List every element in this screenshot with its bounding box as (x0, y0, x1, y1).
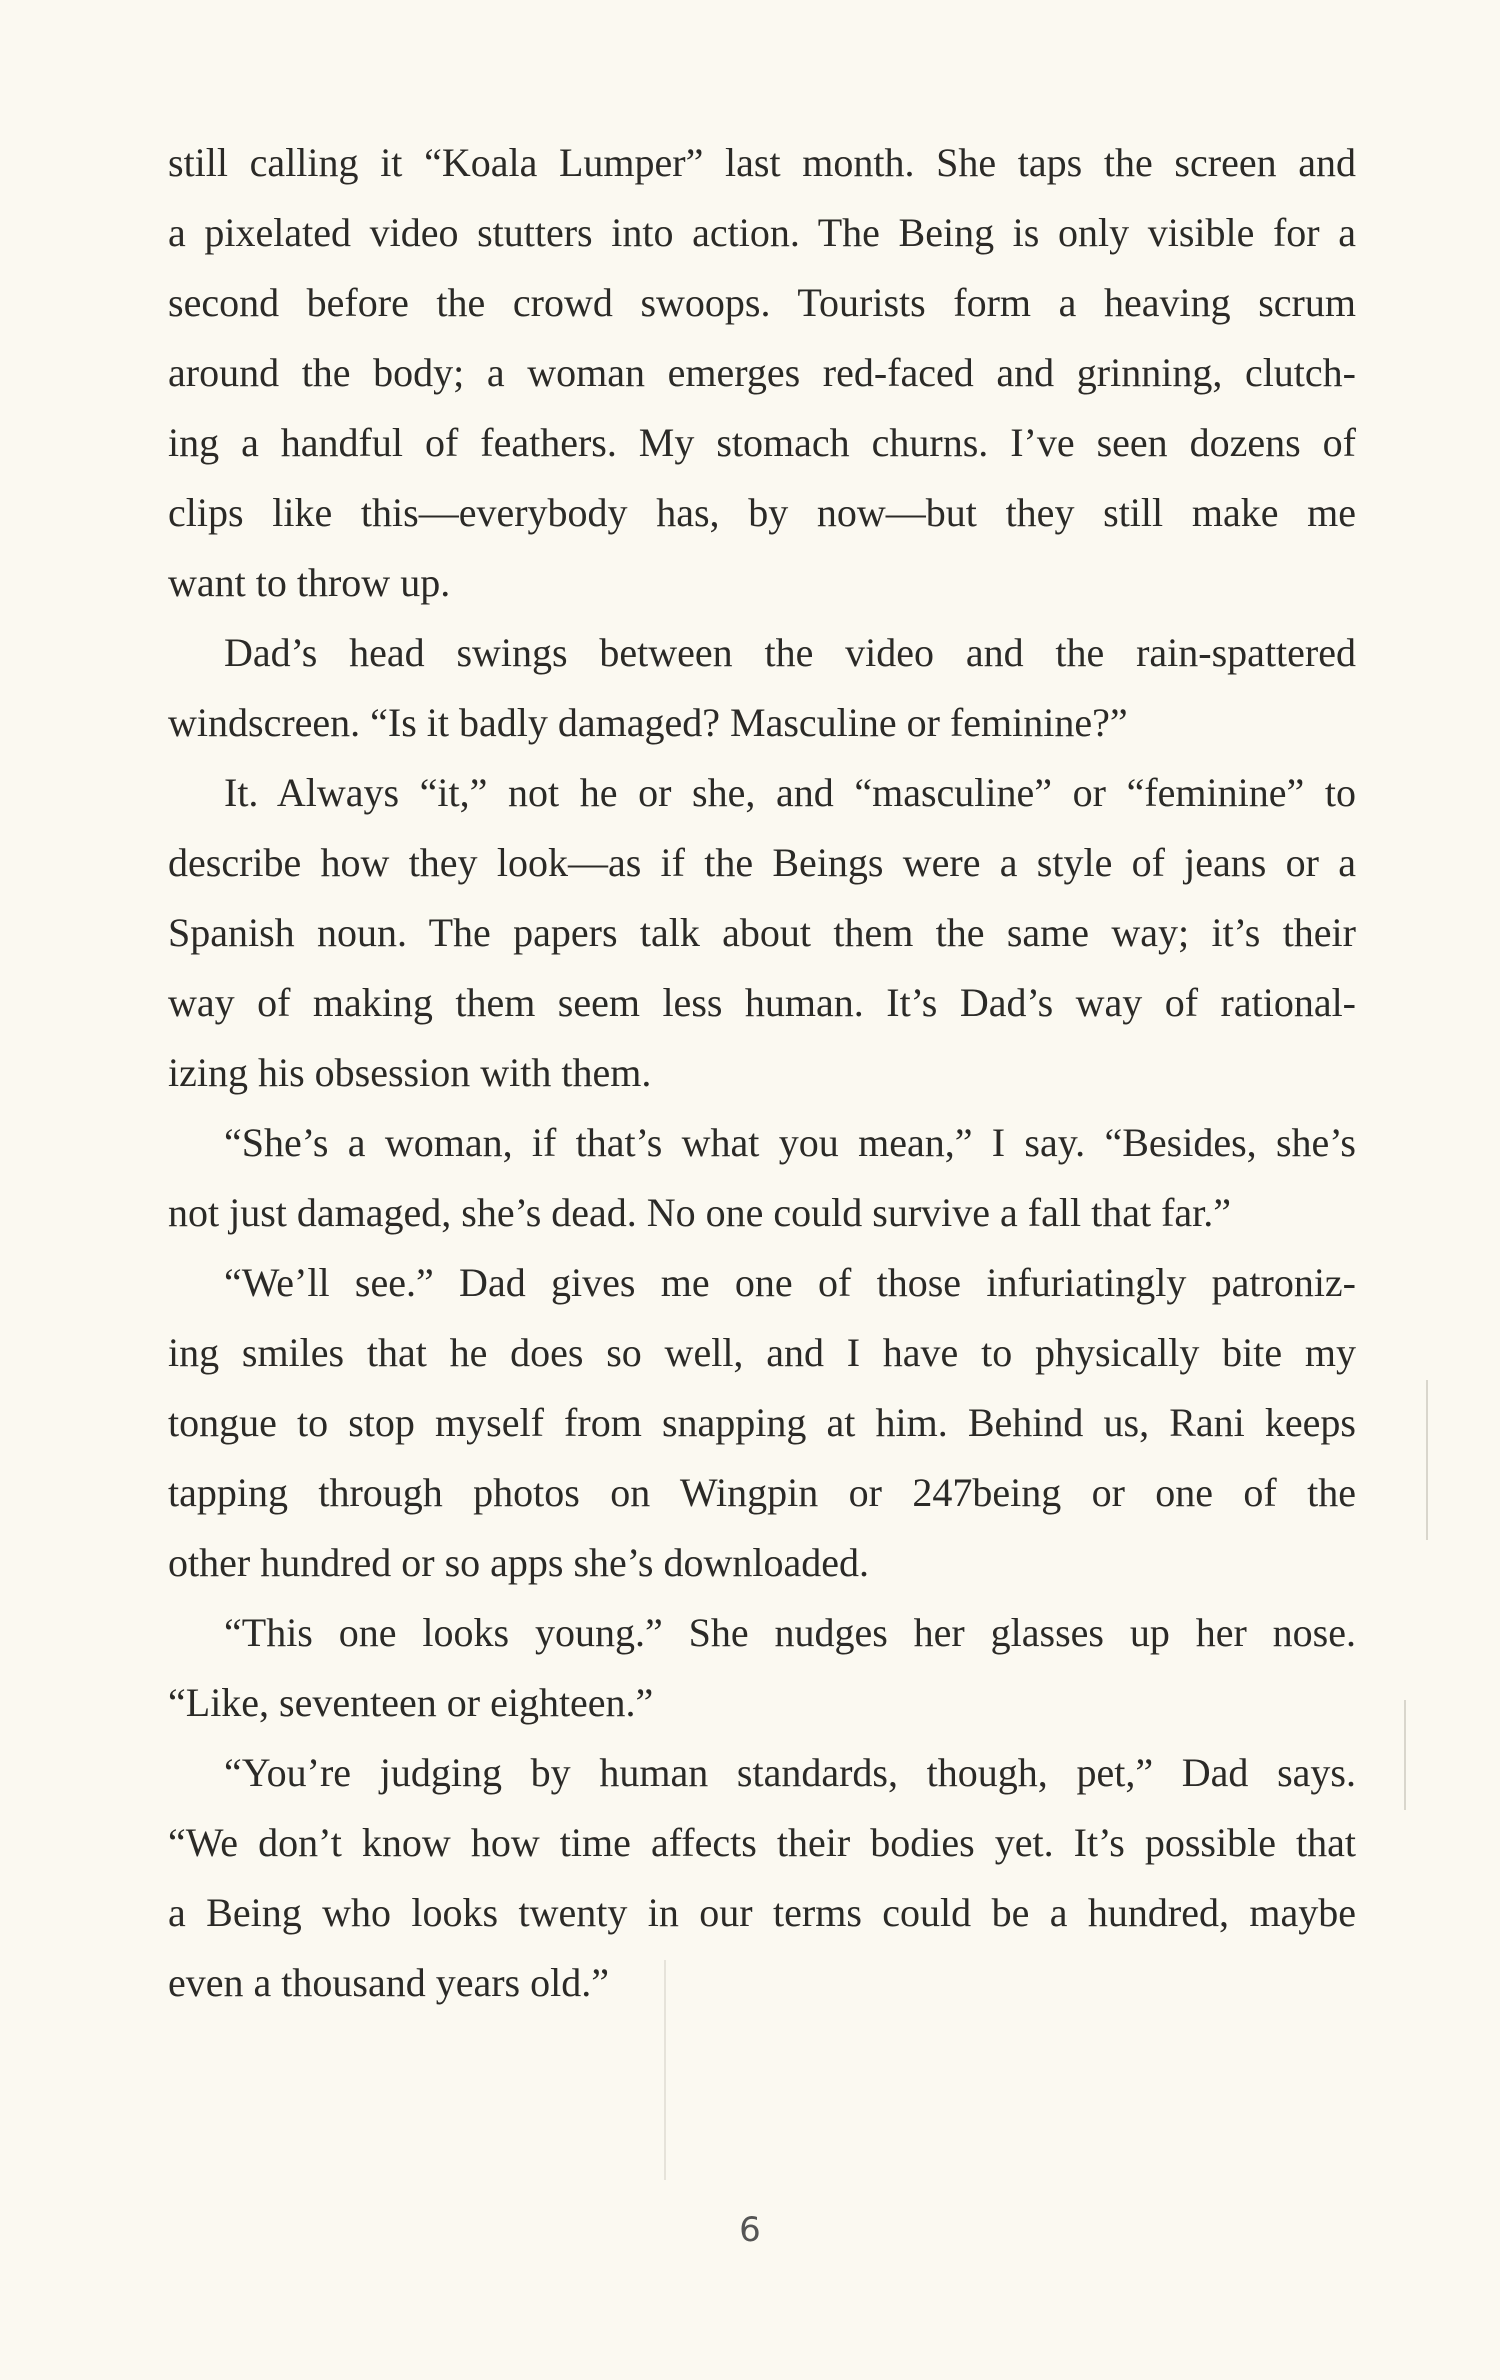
page-number: 6 (739, 2210, 761, 2250)
text-line: Spanish noun. The papers talk about them the same way; it’s their (168, 910, 1356, 955)
text-line: not just damaged, she’s dead. No one could survive a fall that far.” (168, 1190, 1232, 1235)
text-line: “We’ll see.” Dad gives me one of those infuriatingly patroniz- (224, 1260, 1356, 1305)
text-line: It. Always “it,” not he or she, and “masculine” or “feminine” to (224, 770, 1356, 815)
text-line: “She’s a woman, if that’s what you mean,” I say. “Besides, she’s (224, 1120, 1356, 1165)
text-line: izing his obsession with them. (168, 1050, 652, 1095)
scan-artifact (1404, 1700, 1406, 1810)
text-line: second before the crowd swoops. Tourists form a heaving scrum (168, 280, 1356, 325)
text-line: tongue to stop myself from snapping at him. Behind us, Rani keeps (168, 1400, 1356, 1445)
text-line: “This one looks young.” She nudges her glasses up her nose. (224, 1610, 1356, 1655)
text-line: “Like, seventeen or eighteen.” (168, 1680, 654, 1725)
text-line: windscreen. “Is it badly damaged? Masculine or feminine?” (168, 700, 1128, 745)
text-line: way of making them seem less human. It’s Dad’s way of rational- (168, 980, 1356, 1025)
text-line: ing smiles that he does so well, and I have to physically bite my (168, 1330, 1356, 1375)
text-line: even a thousand years old.” (168, 1960, 609, 2005)
text-line: ing a handful of feathers. My stomach churns. I’ve seen dozens of (168, 420, 1356, 465)
text-line: around the body; a woman emerges red-faced and grinning, clutch- (168, 350, 1356, 395)
text-line: “You’re judging by human standards, though, pet,” Dad says. (224, 1750, 1356, 1795)
text-line: still calling it “Koala Lumper” last month. She taps the screen and (168, 140, 1356, 185)
text-line: describe how they look—as if the Beings were a style of jeans or a (168, 840, 1356, 885)
text-line: a pixelated video stutters into action. The Being is only visible for a (168, 210, 1356, 255)
text-line: clips like this—everybody has, by now—but they still make me (168, 490, 1356, 535)
text-line: a Being who looks twenty in our terms could be a hundred, maybe (168, 1890, 1356, 1935)
text-line: other hundred or so apps she’s downloaded. (168, 1540, 869, 1585)
book-page-text (168, 128, 1356, 2018)
text-line: Dad’s head swings between the video and the rain-spattered (224, 630, 1356, 675)
text-line: want to throw up. (168, 560, 451, 605)
text-line: “We don’t know how time affects their bodies yet. It’s possible that (168, 1820, 1356, 1865)
text-line: tapping through photos on Wingpin or 247being or one of the (168, 1470, 1356, 1515)
scan-artifact (1426, 1380, 1428, 1540)
